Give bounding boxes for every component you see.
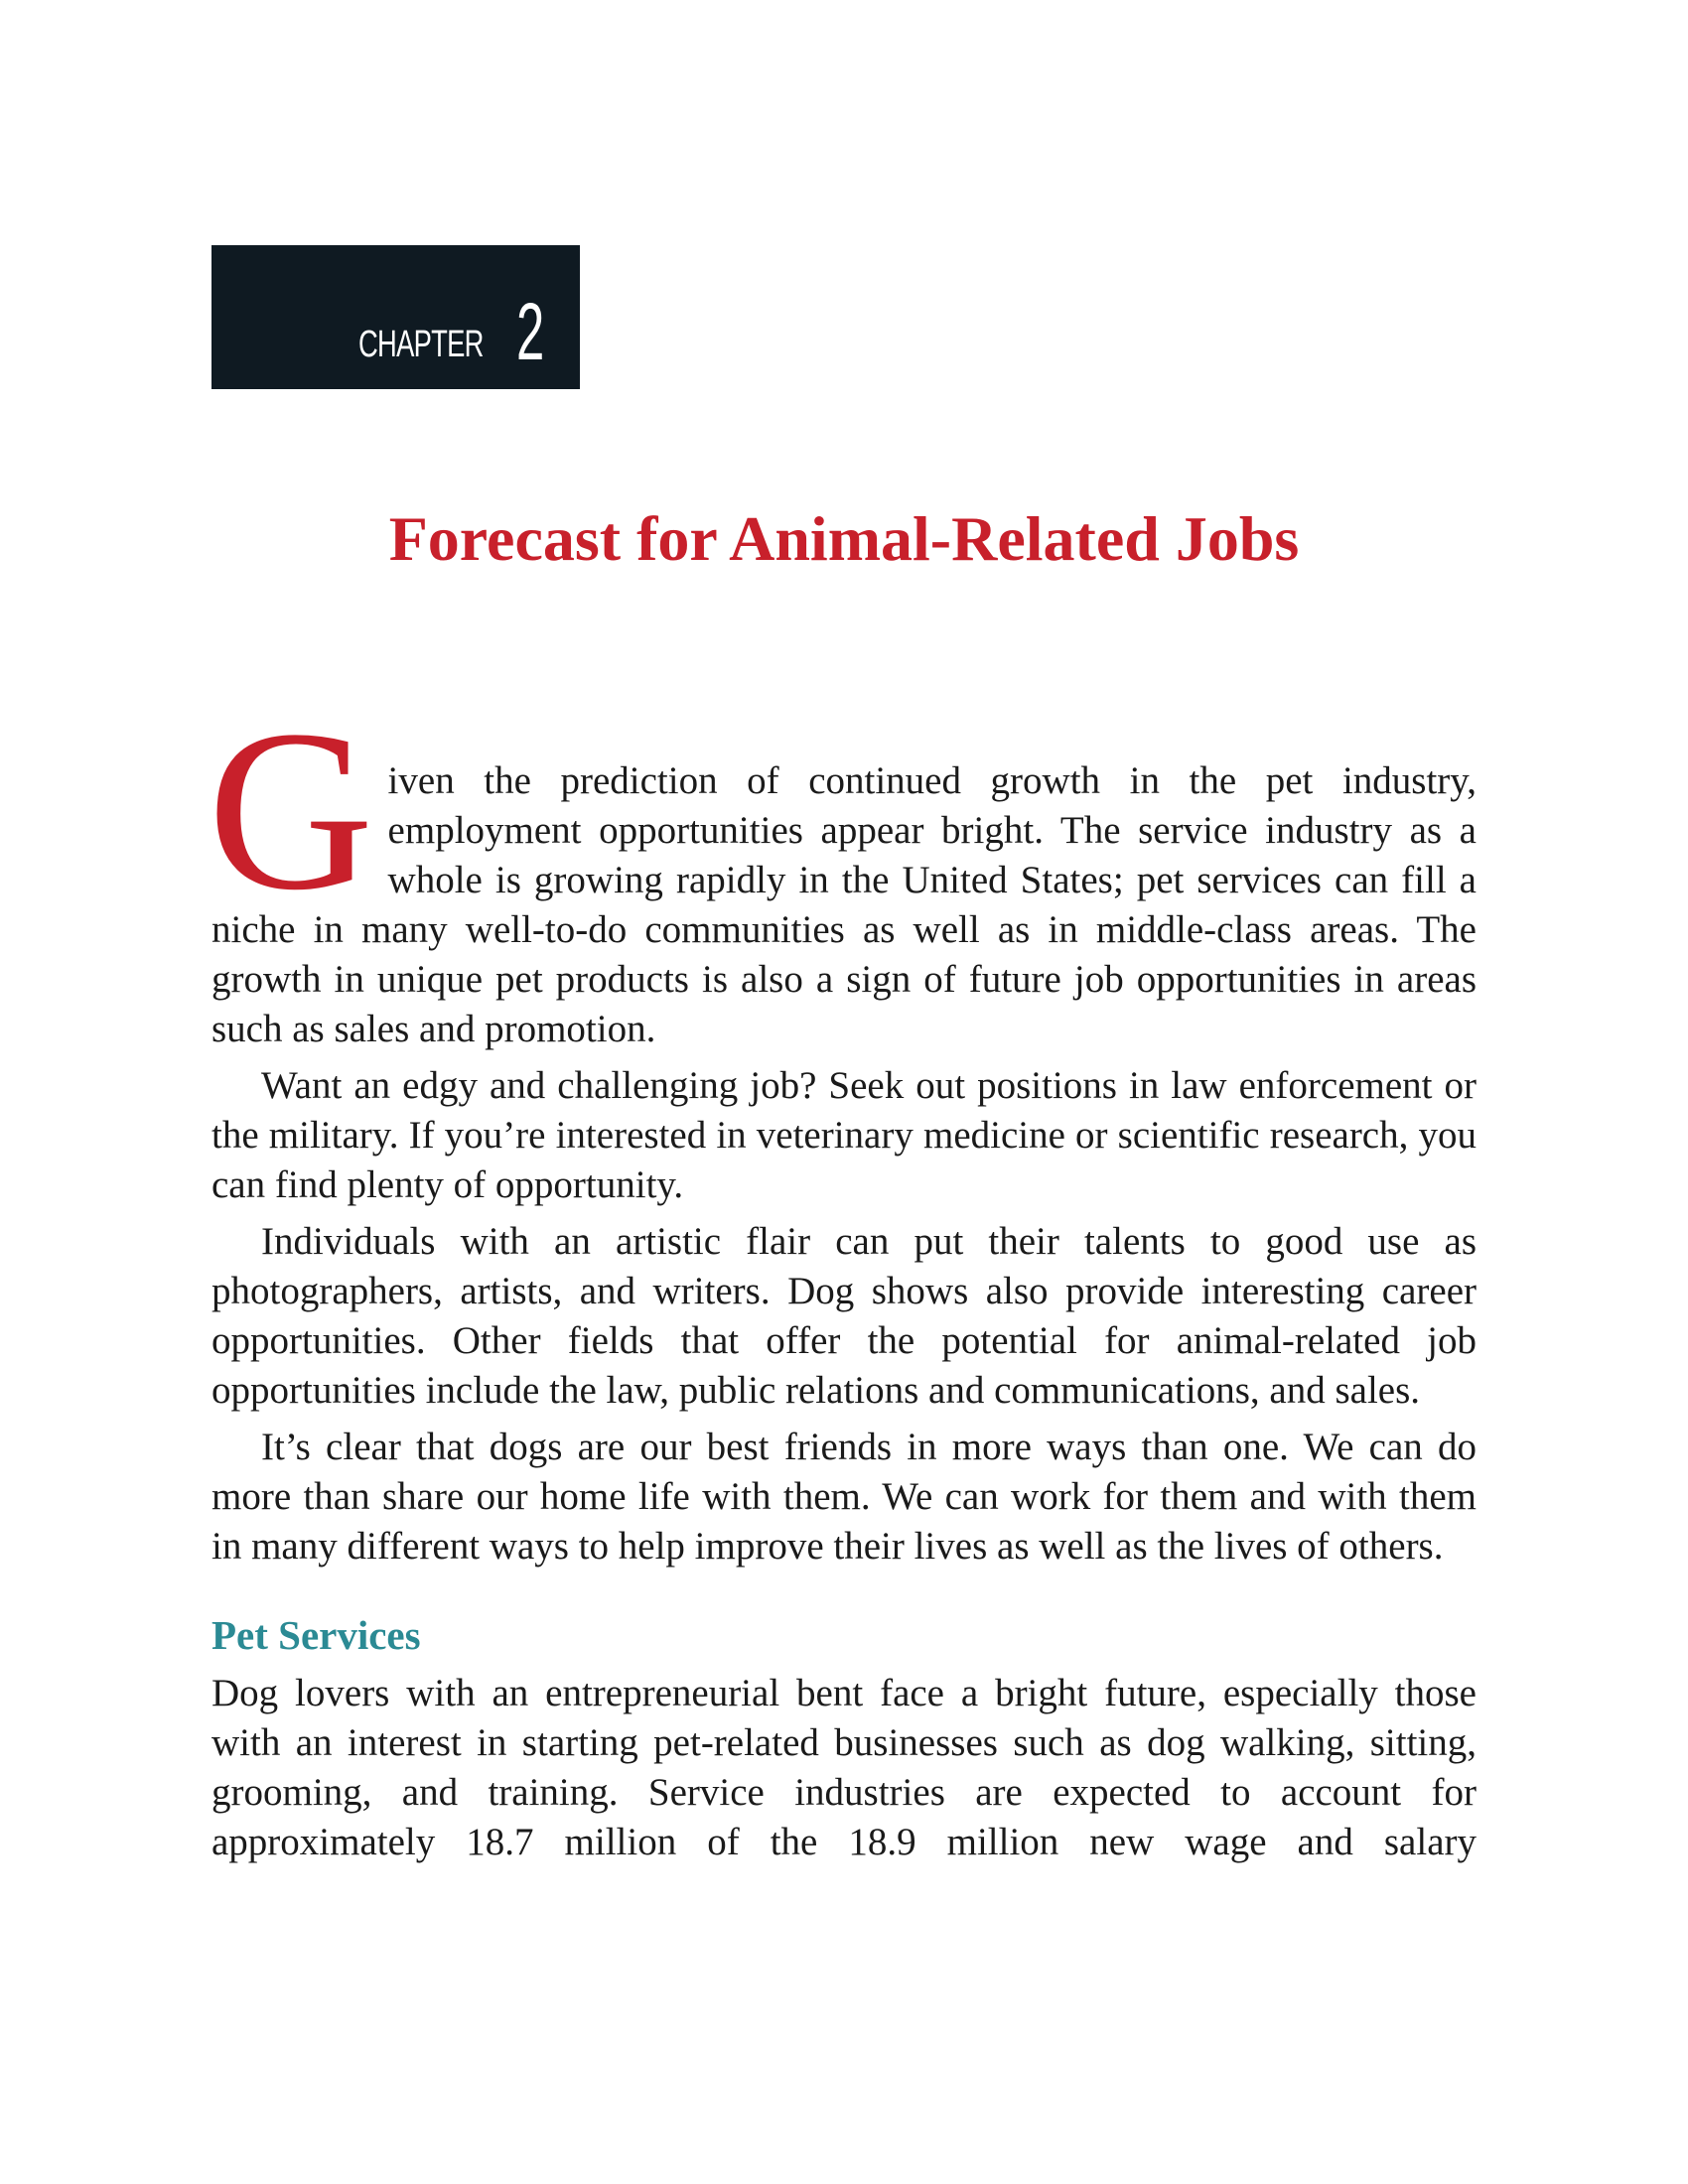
chapter-label-box — [211, 245, 580, 389]
chapter-number: 2 — [515, 287, 544, 378]
drop-cap: G — [208, 683, 374, 938]
chapter-word: CHAPTER — [358, 324, 484, 365]
intro-paragraph-1-text: iven the prediction of continued growth in the pet industry, employment opportunities appear bright. The service industry as a whole is growing rapidly in the United States; pet services can fill a niche in many well-to-do communities as well as in middle-class areas. The growth in unique pet products is also a sign of future job opportunities in areas such as sales and promotion. — [211, 759, 1477, 1050]
intro-paragraph-3: Individuals with an artistic flair can put their talents to good use as photographers, artists, and writers. Dog shows also provide interesting career opportunities. Other fields that offer the potential for animal-related job opportunities include the law, public relations and communications, and sales. — [211, 1220, 1477, 1412]
intro-paragraph-1 — [208, 683, 1477, 1054]
section-heading: Pet Services — [211, 1612, 421, 1658]
intro-paragraph-4: It’s clear that dogs are our best friends in more ways than one. We can do more than share our home life with them. We can work for them and with them in many different ways to help improve their lives as well as the lives of others. — [211, 1426, 1477, 1568]
chapter-body — [208, 683, 1477, 1867]
section-paragraph: Dog lovers with an entrepreneurial bent face a bright future, especially those with an interest in starting pet-related businesses such as dog walking, sitting, grooming, and training. Service industries are expected to account for approximately 18.7 million of the 18.9 million new wage and salary — [211, 1672, 1477, 1863]
intro-paragraph-2: Want an edgy and challenging job? Seek out positions in law enforcement or the military. If you’re interested in veterinary medicine or scientific research, you can find plenty of opportunity. — [211, 1064, 1477, 1206]
chapter-title: Forecast for Animal-Related Jobs — [388, 503, 1300, 574]
